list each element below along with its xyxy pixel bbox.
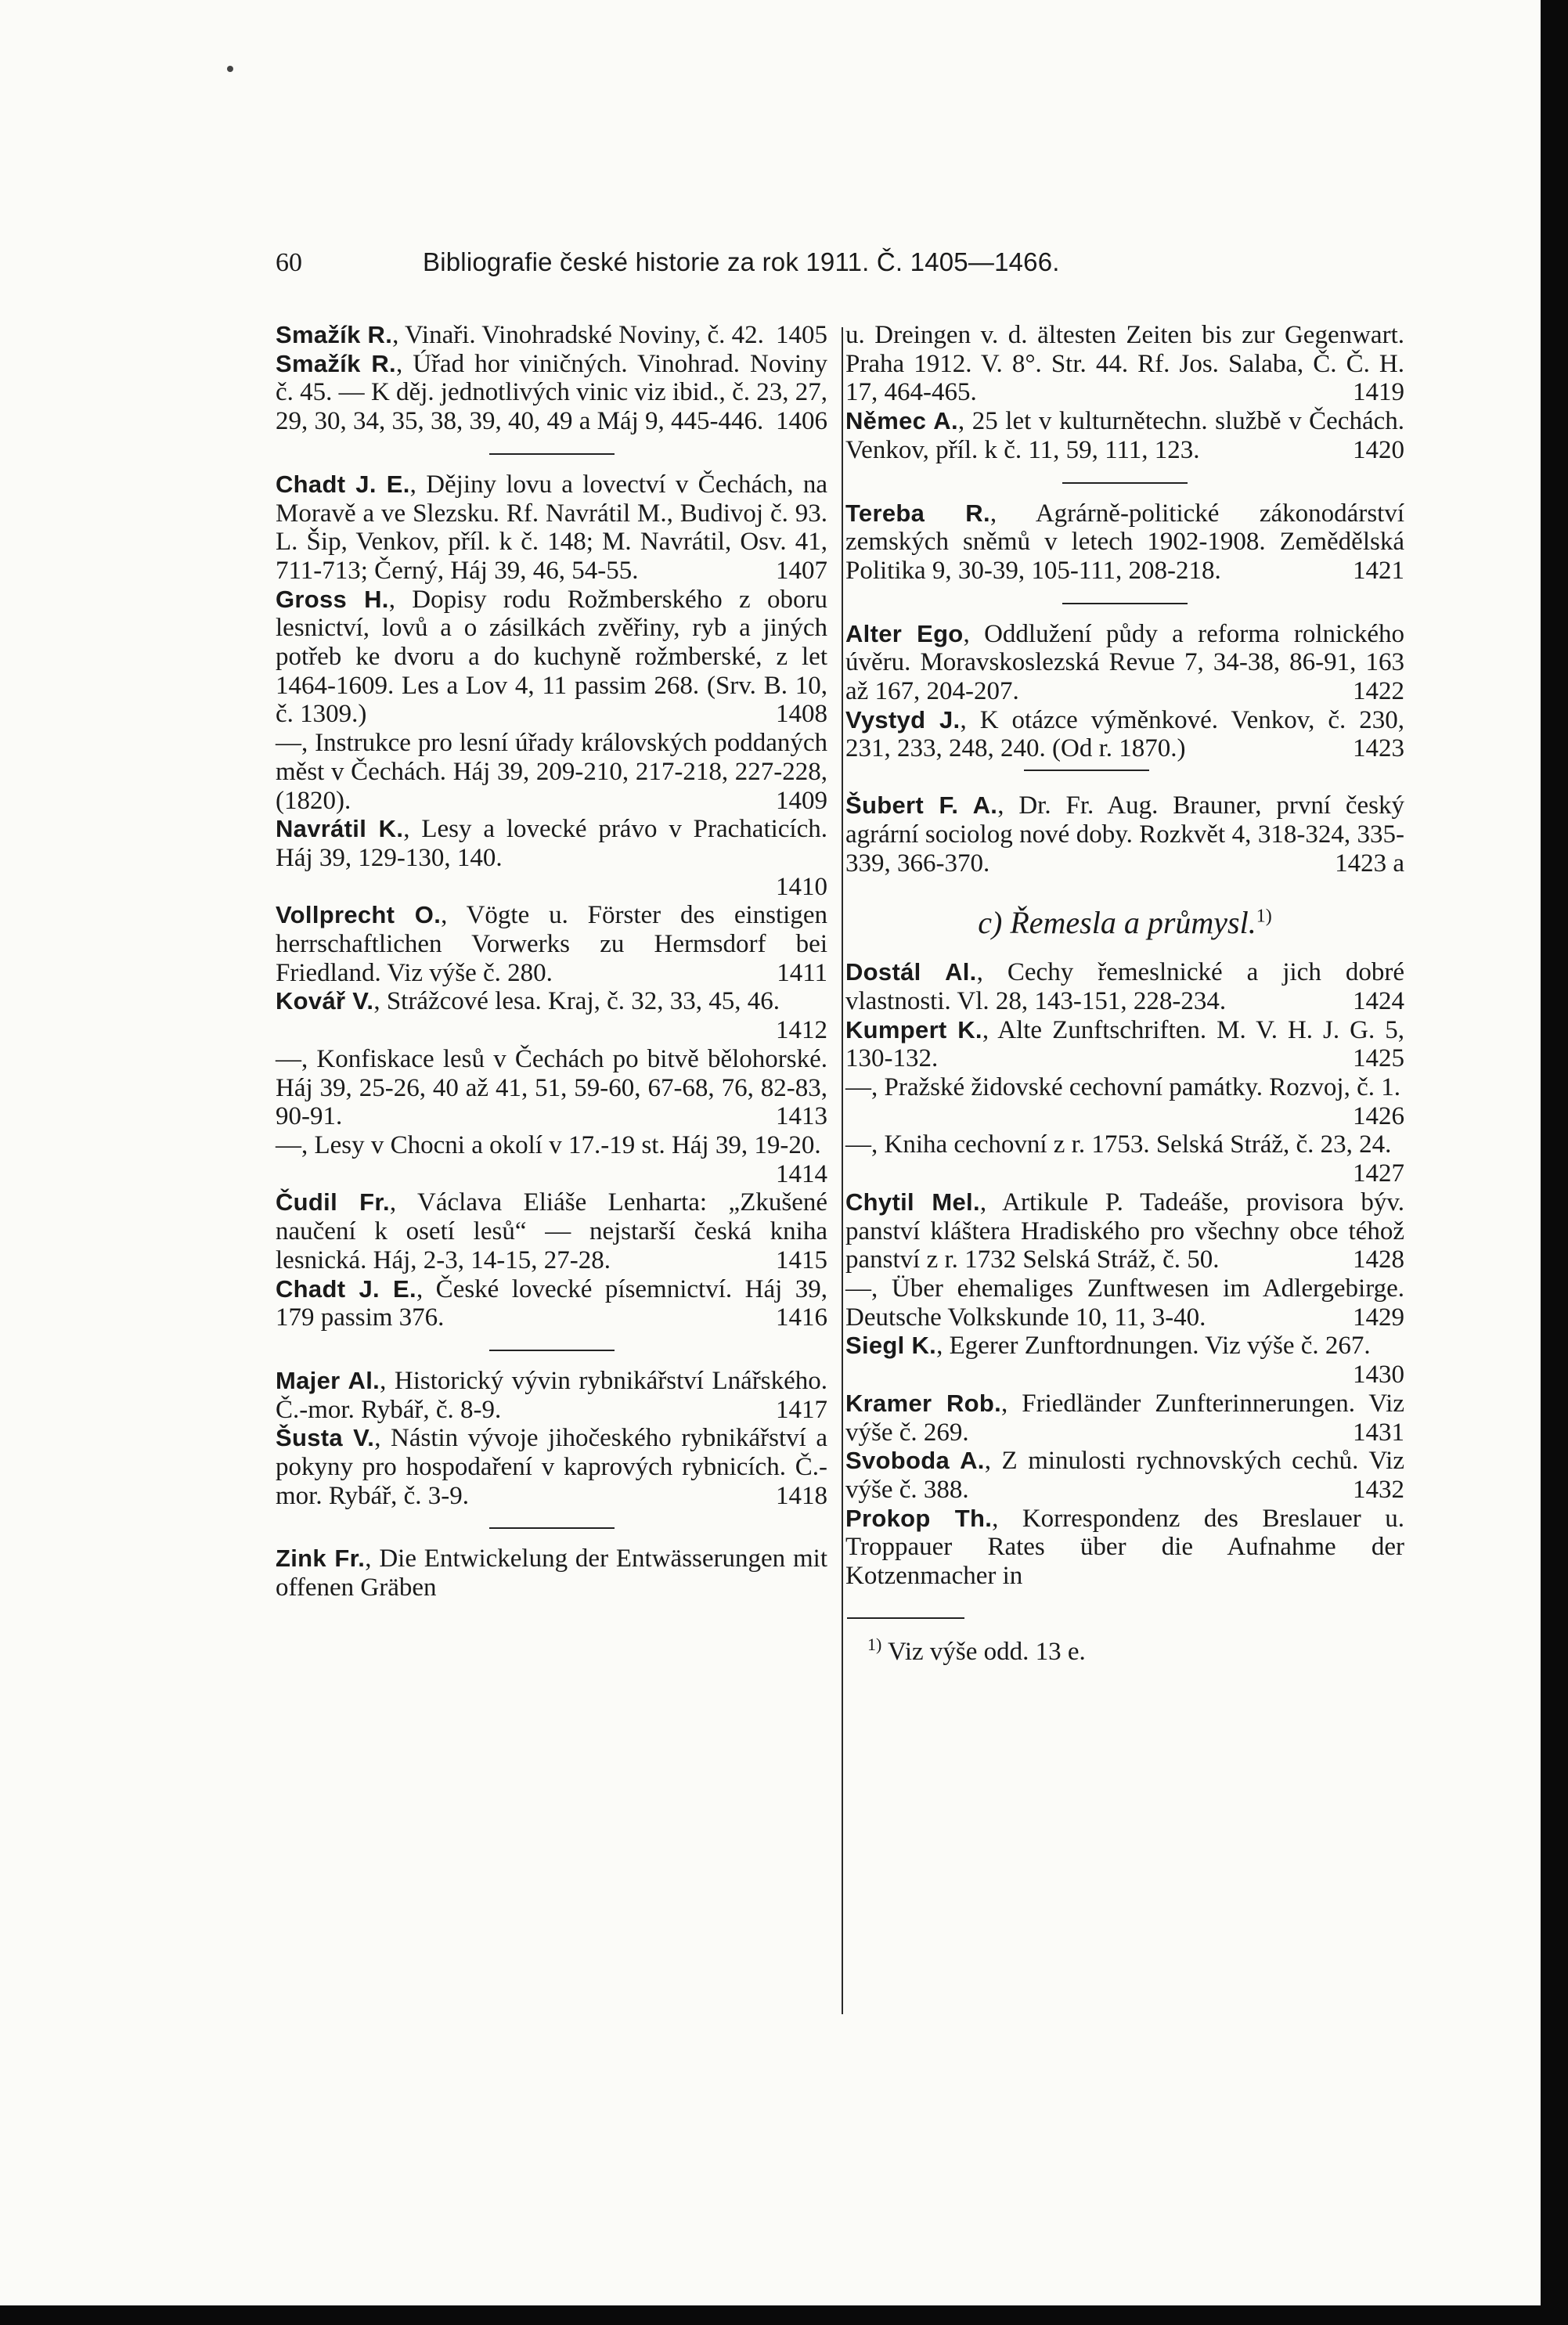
entry-separator	[1062, 603, 1188, 604]
entry-number: 1425	[1353, 1044, 1404, 1073]
entry-number: 1408	[776, 700, 827, 729]
bib-entry	[276, 1188, 827, 1274]
entry-number: 1427	[1353, 1159, 1404, 1188]
entry-author: Zink Fr.	[276, 1545, 366, 1573]
entry-author: Tereba R.	[845, 499, 990, 527]
entry-text: , 25 let v kulturnětechn. službě v Čechách. Venkov, příl. k č. 11, 59, 111, 123.	[845, 407, 1404, 464]
entry-text: , Historický vývin rybnikářství Lnářského. Č.-mor. Rybář, č. 8-9.	[276, 1366, 827, 1424]
entry-text: —, Lesy v Chocni a okolí v 17.-19 st. Háj 39, 19-20.	[276, 1130, 821, 1159]
bib-entry	[845, 1390, 1404, 1447]
entry-number: 1414	[776, 1159, 827, 1188]
entry-author: Němec A.	[845, 407, 958, 435]
bib-entry	[845, 1447, 1404, 1504]
entry-number: 1423	[1353, 734, 1404, 763]
entry-text: —, Über ehemaliges Zunftwesen im Adlergebirge. Deutsche Volkskunde 10, 11, 3-40.	[845, 1274, 1404, 1332]
footnote-text: Viz výše odd. 13 e.	[887, 1637, 1086, 1666]
entry-number: 1415	[776, 1245, 827, 1274]
entry-author: Smažík R.	[276, 321, 393, 348]
entry-number: 1405	[776, 321, 827, 349]
entry-author: Kumpert K.	[845, 1015, 982, 1044]
bib-entry	[845, 1505, 1404, 1591]
bib-entry	[276, 1131, 827, 1188]
entry-number: 1424	[1353, 986, 1404, 1015]
entry-text: —, Kniha cechovní z r. 1753. Selská Stráž, č. 23, 24.	[845, 1130, 1392, 1159]
entry-text: , Korrespondenz des Breslauer u. Troppauer Rates über die Aufnahme der Kotzenmacher in	[845, 1504, 1404, 1591]
bib-entry	[845, 958, 1404, 1015]
entry-author: Chadt J. E.	[276, 470, 410, 498]
entry-text: , Friedländer Zunfterinnerungen. Viz výše č. 269.	[845, 1389, 1404, 1447]
footnote-rule	[847, 1617, 964, 1619]
bib-entry	[276, 1275, 827, 1332]
entry-number: 1418	[776, 1481, 827, 1510]
entry-number: 1421	[1353, 556, 1404, 585]
entry-number: 1407	[776, 556, 827, 585]
entry-text: , Lesy a lovecké právo v Prachaticích. Háj 39, 129-130, 140.	[276, 815, 828, 872]
bib-entry	[276, 1424, 827, 1510]
bib-entry	[845, 1274, 1404, 1332]
entry-text: , Alte Zunftschriften. M. V. H. J. G. 5, 130-132.	[845, 1015, 1404, 1073]
entry-author: Vystyd J.	[845, 705, 961, 734]
entry-number: 1417	[776, 1395, 827, 1424]
entry-number: 1423 a	[1335, 849, 1404, 878]
footnote-mark: 1)	[867, 1634, 882, 1654]
bib-entry	[845, 706, 1404, 763]
bib-entry	[845, 1130, 1404, 1188]
entry-text: , Vinaři. Vinohradské Noviny, č. 42.	[392, 321, 764, 349]
entry-text: —, Pražské židovské cechovní památky. Rozvoj, č. 1.	[845, 1073, 1401, 1102]
bib-entry	[276, 1367, 827, 1424]
entry-text: , Dopisy rodu Rožmberského z oboru lesnictví, lovů a o zásilkách zvěřiny, ryb a jiných potřeb ke dvoru a do kuchyně rožmberské, z let 1464-1609. Les a Lov 4, 11 passim 268. (Srv. B. 10, č. 1309.)	[276, 585, 827, 729]
entry-number: 1413	[776, 1102, 827, 1131]
entry-text: , Cechy řemeslnické a jich dobré vlastnosti. Vl. 28, 143-151, 228-234.	[845, 958, 1404, 1015]
entry-author: Navrátil K.	[276, 815, 404, 843]
entry-text: , Agrárně-politické zákonodárství zemských sněmů v letech 1902-1908. Zemědělská Politika 9, 30-39, 105-111, 208-218.	[845, 499, 1405, 585]
bib-entry	[276, 470, 827, 586]
entry-author: Čudil Fr.	[276, 1188, 390, 1217]
entry-author: Dostál Al.	[845, 958, 977, 986]
entry-text: , Václava Eliáše Lenharta: „Zkušené naučení k osetí lesů“ — nejstarší česká kniha lesnická. Háj, 2-3, 14-15, 27-28.	[276, 1188, 827, 1274]
entry-author: Prokop Th.	[845, 1504, 993, 1532]
page-number: 60	[276, 248, 302, 277]
bib-entry	[276, 586, 827, 730]
entry-separator	[489, 1350, 615, 1351]
entry-author: Šusta V.	[276, 1424, 375, 1452]
entry-number: 1430	[1353, 1361, 1404, 1390]
bib-entry	[845, 791, 1404, 878]
entry-text: , Die Entwickelung der Entwässerungen mit offenen Gräben	[276, 1545, 828, 1602]
entry-number: 1429	[1353, 1303, 1404, 1332]
scan-speck	[227, 66, 233, 72]
entry-number: 1428	[1353, 1245, 1404, 1274]
bib-entry	[276, 729, 827, 815]
footnote-reference: 1)	[1256, 906, 1272, 927]
entry-text: , Vögte u. Förster des einstigen herrschaftlichen Vorwerks zu Hermsdorf bei Friedland. Viz výše č. 280.	[276, 901, 827, 987]
bib-entry	[276, 350, 827, 436]
right-column	[845, 321, 1404, 1667]
entry-text: , Egerer Zunftordnungen. Viz výše č. 267.	[936, 1332, 1371, 1361]
entry-text: , Úřad hor viničných. Vinohrad. Noviny č. 45. — K děj. jednotlivých vinic viz ibid., č. 23, 27, 29, 30, 34, 35, 38, 39, 40, 49 a Máj 9, 445-446.	[276, 349, 827, 436]
entry-number: 1426	[1353, 1101, 1404, 1130]
entry-number: 1419	[1353, 378, 1404, 407]
bib-entry	[845, 407, 1404, 464]
section-heading-label: c) Řemesla a průmysl.	[978, 905, 1256, 941]
bib-entry	[276, 1045, 827, 1131]
entry-author: Kramer Rob.	[845, 1389, 1002, 1417]
scan-border-right	[1541, 0, 1568, 2325]
bib-entry	[845, 499, 1404, 586]
bib-entry	[276, 987, 827, 1044]
entry-author: Svoboda A.	[845, 1447, 985, 1475]
entry-text: , Z minulosti rychnovských cechů. Viz výše č. 388.	[845, 1447, 1404, 1504]
bib-entry	[845, 620, 1404, 706]
bib-entry	[276, 815, 827, 901]
entry-text: —, Instrukce pro lesní úřady královských poddaných měst v Čechách. Háj 39, 209-210, 217-218, 227-228, (1820).	[276, 729, 827, 815]
entry-text: , Strážcové lesa. Kraj, č. 32, 33, 45, 46.	[373, 987, 780, 1016]
entry-author: Siegl K.	[845, 1332, 937, 1360]
entry-text: , Dr. Fr. Aug. Brauner, první český agrární sociolog nové doby. Rozkvět 4, 318-324, 335-339, 366-370.	[845, 791, 1404, 878]
entry-separator	[489, 1527, 615, 1529]
entry-number: 1411	[777, 958, 827, 987]
running-head	[276, 247, 1254, 278]
entry-text: —, Konfiskace lesů v Čechách po bitvě bělohorské. Háj 39, 25-26, 40 až 41, 51, 59-60, 67-68, 76, 82-83, 90-91.	[276, 1044, 827, 1131]
entry-number: 1416	[776, 1303, 827, 1332]
entry-author: Chadt J. E.	[276, 1274, 416, 1303]
entry-author: Chytil Mel.	[845, 1188, 980, 1216]
entry-text: , Nástin vývoje jihočeského rybnikářství a pokyny pro hospodaření v kaprových rybnicích. Č.-mor. Rybář, č. 3-9.	[276, 1424, 828, 1510]
entry-text: , České lovecké písemnictví. Háj 39, 179 passim 376.	[276, 1274, 827, 1332]
entry-text: u. Dreingen v. d. ältesten Zeiten bis zur Gegenwart. Praha 1912. V. 8°. Str. 44. Rf. Jos. Salaba, Č. Č. H. 17, 464-465.	[845, 321, 1404, 407]
section-heading	[845, 904, 1404, 941]
column-rule	[842, 327, 843, 2014]
entry-number: 1420	[1353, 435, 1404, 464]
entry-separator	[1024, 770, 1149, 771]
entry-author: Šubert F. A.	[845, 791, 998, 820]
entry-author: Kovář V.	[276, 987, 374, 1015]
entry-author: Smažík R.	[276, 349, 396, 377]
entry-separator	[1062, 482, 1188, 484]
bib-entry	[276, 321, 827, 350]
scan-border-bottom	[0, 2305, 1568, 2325]
entry-number: 1422	[1353, 677, 1404, 706]
left-column	[276, 321, 827, 1602]
entry-separator	[489, 453, 615, 455]
bib-entry	[845, 1332, 1404, 1389]
bib-entry	[845, 1016, 1404, 1073]
entry-number: 1410	[776, 872, 827, 901]
entry-number: 1406	[776, 407, 827, 436]
bib-entry	[276, 1545, 827, 1602]
entry-number: 1432	[1353, 1475, 1404, 1504]
entry-number: 1412	[776, 1016, 827, 1045]
bib-entry	[845, 321, 1404, 407]
entry-number: 1431	[1353, 1418, 1404, 1447]
entry-number: 1409	[776, 786, 827, 815]
entry-author: Gross H.	[276, 585, 389, 613]
entry-author: Alter Ego	[845, 619, 964, 647]
entry-text: , Oddlužení půdy a reforma rolnického úvěru. Moravskoslezská Revue 7, 34-38, 86-91, 163 až 167, 204-207.	[845, 619, 1404, 706]
entry-author: Vollprecht O.	[276, 901, 442, 929]
entry-text: , K otázce výměnkové. Venkov, č. 230, 231, 233, 248, 240. (Od r. 1870.)	[845, 705, 1404, 763]
bib-entry	[845, 1188, 1404, 1274]
footnote	[845, 1630, 1404, 1667]
bib-entry	[276, 901, 827, 987]
bib-entry	[845, 1073, 1404, 1130]
page-title: Bibliografie české historie za rok 1911. Č. 1405—1466.	[423, 247, 1060, 276]
entry-text: , Artikule P. Tadeáše, provisora býv. panství kláštera Hradiského pro všechny obce téhož panství z r. 1732 Selská Stráž, č. 50.	[845, 1188, 1404, 1274]
entry-author: Majer Al.	[276, 1366, 380, 1394]
entry-text: , Dějiny lovu a lovectví v Čechách, na Moravě a ve Slezsku. Rf. Navrátil M., Budivoj č. 93. L. Šip, Venkov, příl. k č. 148; M. Navrátil, Osv. 41, 711-713; Černý, Háj 39, 46, 54-55.	[276, 470, 827, 585]
